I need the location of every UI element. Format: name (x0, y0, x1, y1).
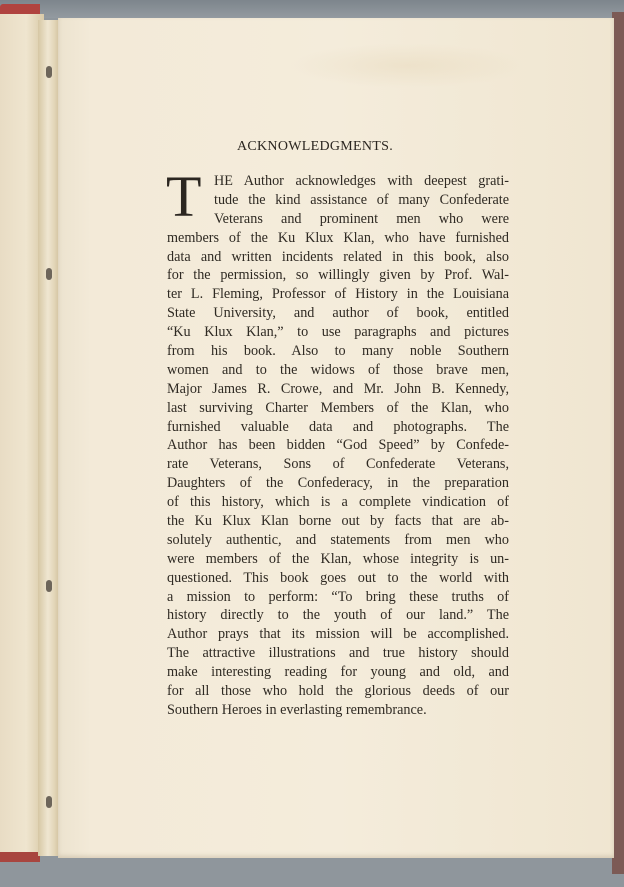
text-line: were members of the Klan, whose integrity is un- (167, 550, 509, 567)
binding-stitch (46, 268, 52, 280)
text-line: Author has been bidden “God Speed” by Confede- (167, 437, 509, 454)
text-line: Major James R. Crowe, and Mr. John B. Kennedy, (167, 380, 509, 397)
text-line: history directly to the youth of our land.” The (167, 607, 509, 624)
text-line: women and to the widows of those brave men, (167, 361, 509, 378)
acknowledgments-paragraph (166, 164, 509, 720)
text-line: make interesting reading for young and old, and (167, 664, 509, 681)
binding-stitch (46, 66, 52, 78)
drop-cap: T (166, 164, 202, 229)
text-line: HE Author acknowledges with deepest grati- (214, 173, 509, 189)
text-line: ter L. Fleming, Professor of History in the Louisiana (167, 286, 509, 303)
text-line: for all those who hold the glorious deeds of our (167, 683, 509, 700)
text-line: members of the Ku Klux Klan, who have furnished (167, 229, 509, 246)
text-line: Southern Heroes in everlasting remembrance. (167, 701, 427, 718)
book-gutter (38, 20, 60, 856)
text-line: the Ku Klux Klan borne out by facts that are ab- (167, 513, 509, 530)
binding-stitch (46, 580, 52, 592)
text-line: from his book. Also to many noble Southern (167, 343, 509, 360)
text-line: for the permission, so willingly given by Prof. Wal- (167, 267, 509, 284)
page-heading: ACKNOWLEDGMENTS. (236, 139, 394, 154)
text-line: data and written incidents related in this book, also (167, 248, 509, 265)
text-line: Daughters of the Confederacy, in the preparation (167, 475, 509, 492)
cover-edge (0, 0, 624, 18)
text-line: a mission to perform: “To bring these truths of (167, 588, 509, 605)
binding-stitch (46, 796, 52, 808)
text-line: “Ku Klux Klan,” to use paragraphs and pictures (167, 324, 509, 341)
text-line: The attractive illustrations and true history should (167, 645, 509, 662)
text-line: of this history, which is a complete vindication of (167, 494, 509, 511)
text-line: last surviving Charter Members of the Klan, who (167, 399, 509, 416)
text-line: Veterans and prominent men who were (214, 210, 509, 227)
text-line: furnished valuable data and photographs. The (167, 418, 509, 435)
page-stain (288, 43, 528, 88)
text-line: Author prays that its mission will be accomplished. (167, 626, 509, 643)
text-line: questioned. This book goes out to the world with (167, 569, 509, 586)
text-line: solutely authentic, and statements from men who (167, 531, 509, 548)
text-line: rate Veterans, Sons of Confederate Veterans, (167, 456, 509, 473)
cover-corner-bottom (0, 852, 40, 862)
text-line: tude the kind assistance of many Confederate (214, 191, 509, 208)
text-line: State University, and author of book, entitled (167, 305, 509, 322)
